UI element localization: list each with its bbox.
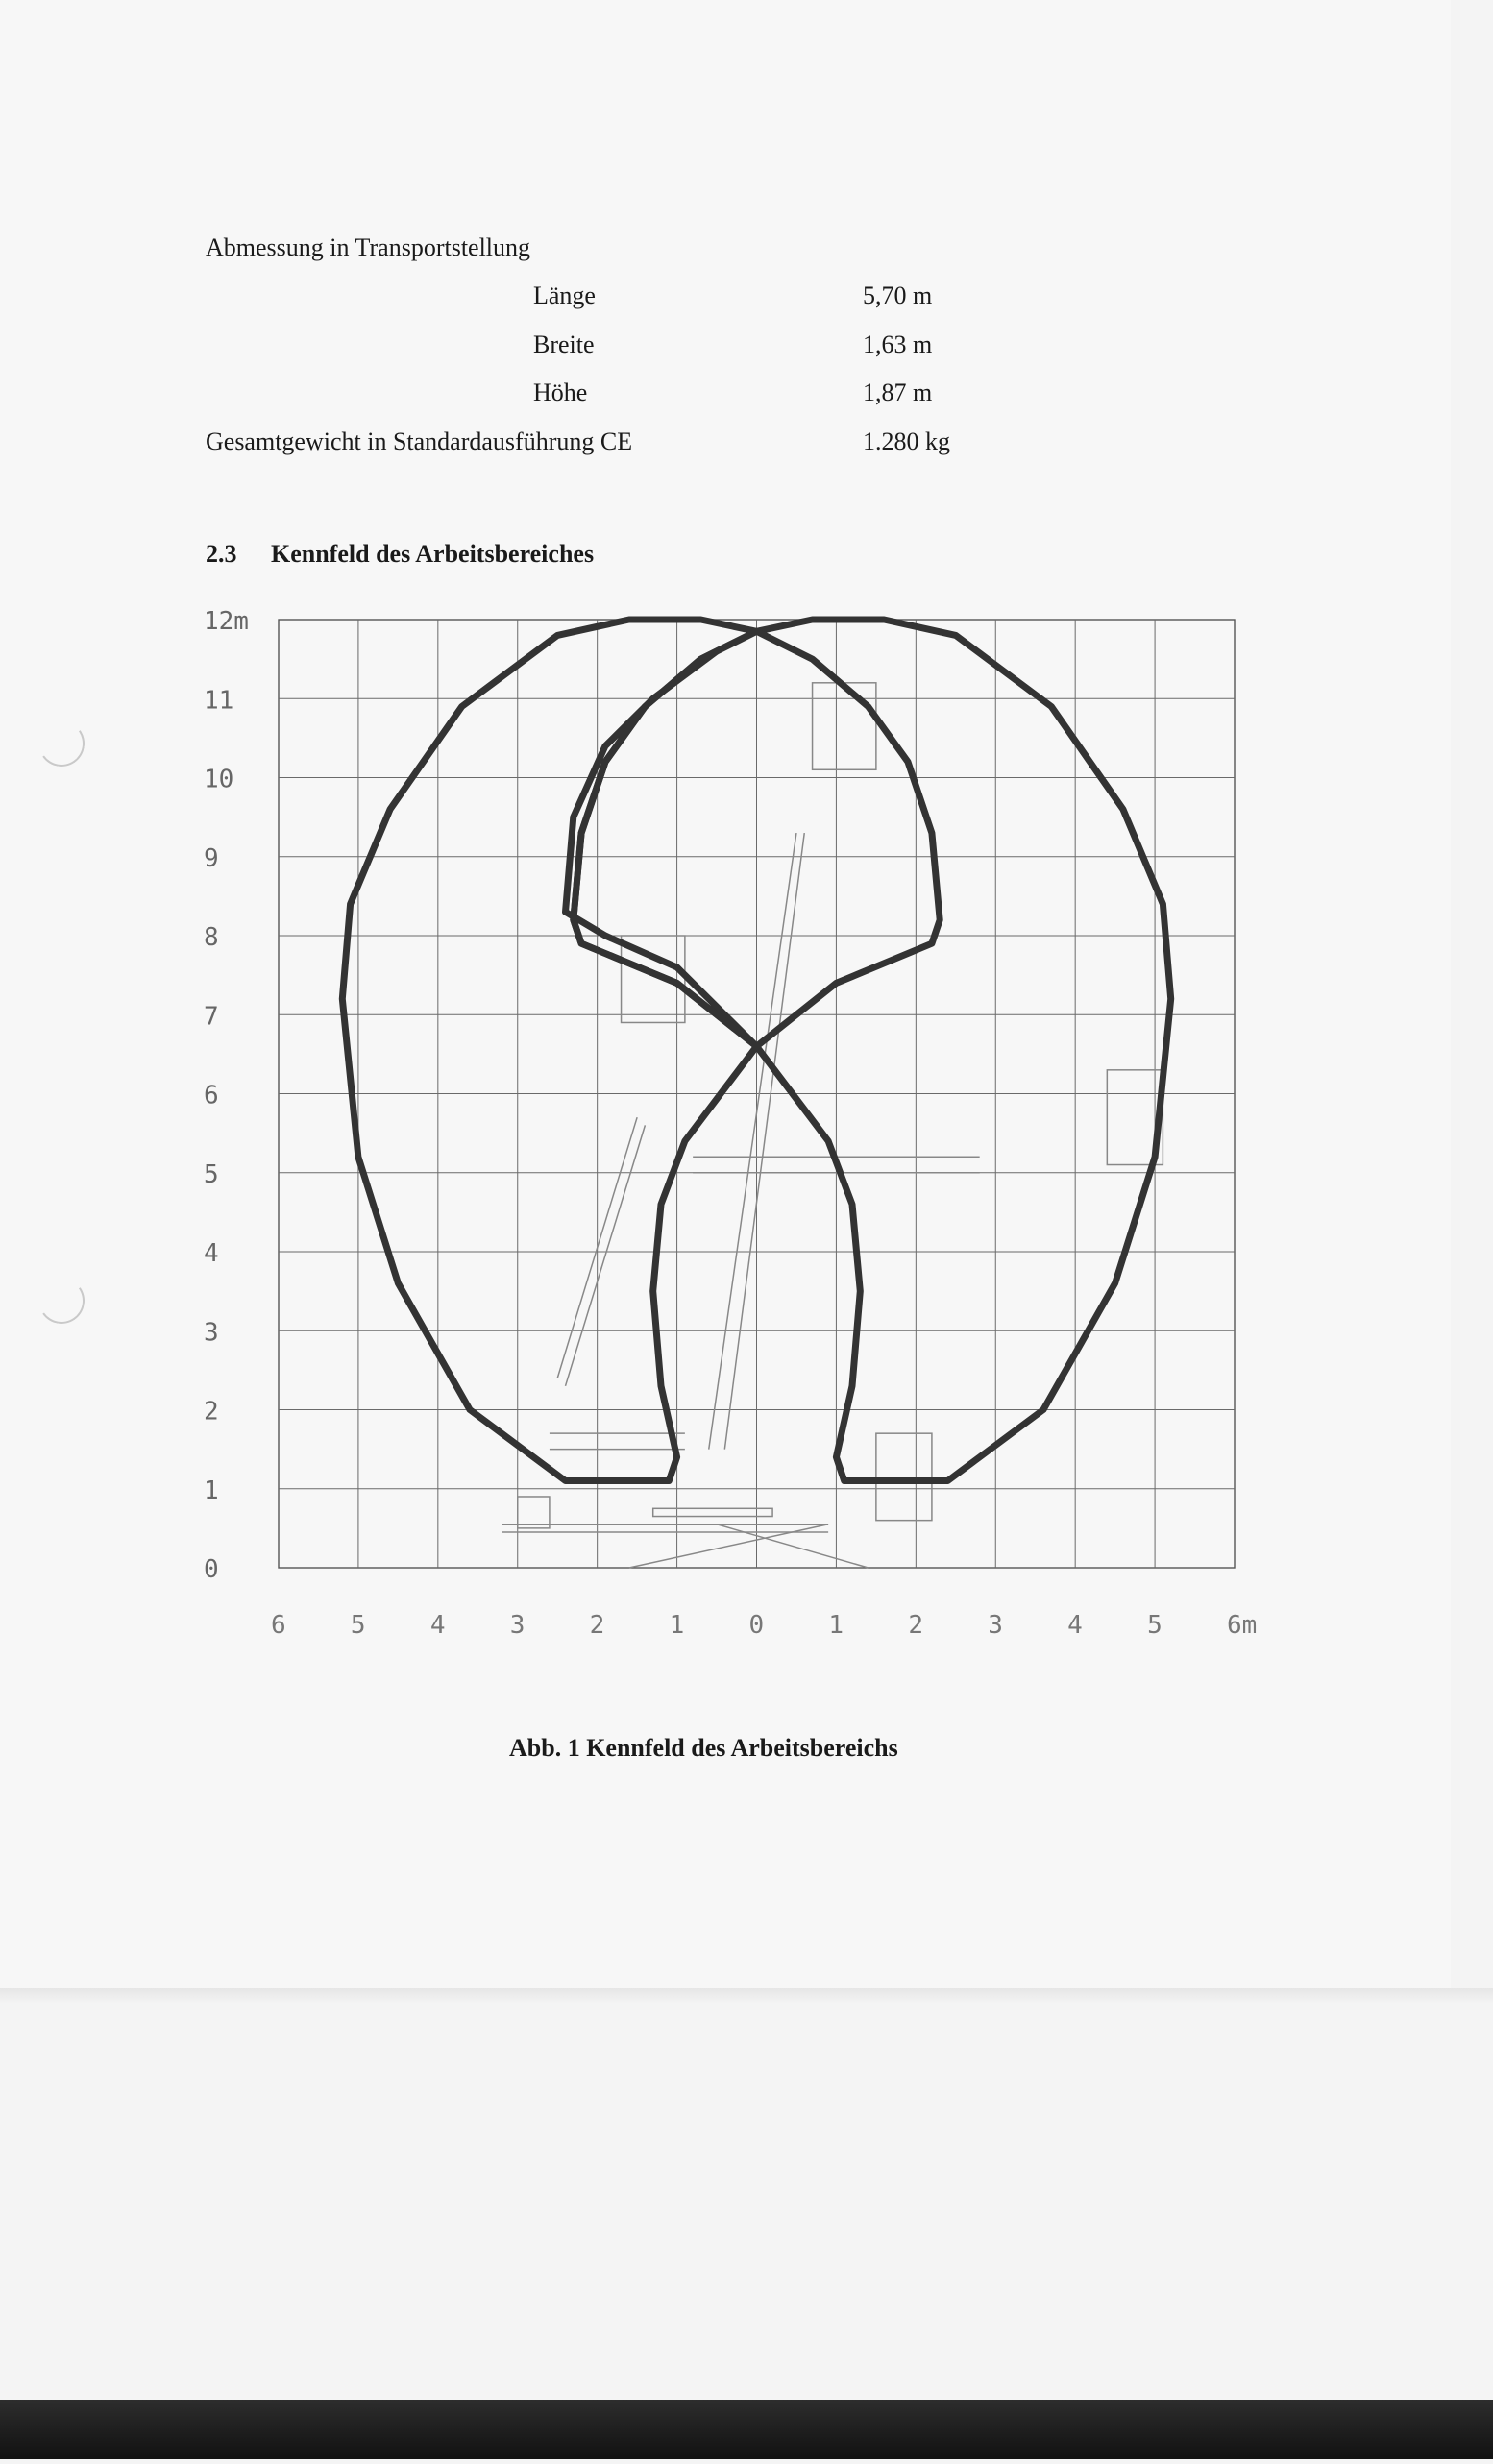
y-tick-label: 10 (204, 765, 234, 794)
y-tick-label: 4 (204, 1239, 219, 1268)
figure-caption: Abb. 1 Kennfeld des Arbeitsbereichs (509, 1734, 898, 1762)
dim-label-width: Breite (533, 330, 595, 358)
y-tick-label: 12m (204, 607, 249, 636)
y-tick-label: 7 (204, 1002, 219, 1032)
dim-value-height: 1,87 m (863, 378, 933, 406)
y-tick-label: 0 (204, 1555, 219, 1584)
x-tick-label: 3 (988, 1611, 1003, 1640)
x-tick-label: 4 (429, 1611, 446, 1640)
dim-value-length: 5,70 m (863, 281, 933, 309)
page-edge-shadow (0, 1988, 1493, 2004)
scanner-bottom-strip (0, 2400, 1493, 2459)
section-title: Kennfeld des Arbeitsbereiches (271, 540, 595, 568)
x-tick-label: 0 (748, 1611, 765, 1640)
y-tick-label: 9 (204, 843, 219, 873)
y-tick-label: 5 (204, 1159, 219, 1189)
x-tick-label: 6 (271, 1611, 286, 1640)
x-tick-label: 6m (1227, 1611, 1258, 1640)
x-tick-label: 3 (509, 1611, 526, 1640)
x-tick-label: 1 (669, 1611, 685, 1640)
x-tick-label: 5 (1147, 1611, 1163, 1640)
dim-value-width: 1,63 m (863, 330, 933, 358)
y-tick-label: 1 (204, 1476, 219, 1505)
dim-label-length: Länge (533, 281, 596, 309)
x-tick-label: 4 (1067, 1611, 1083, 1640)
y-tick-label: 2 (204, 1397, 219, 1427)
weight-value: 1.280 kg (863, 427, 950, 455)
dim-label-height: Höhe (533, 378, 588, 406)
section-number: 2.3 (206, 540, 237, 568)
y-tick-label: 8 (204, 923, 219, 952)
y-tick-label: 11 (204, 686, 234, 716)
x-tick-label: 2 (589, 1611, 605, 1640)
dimensions-heading: Abmessung in Transportstellung (206, 233, 531, 261)
y-tick-label: 6 (204, 1081, 219, 1110)
y-tick-label: 3 (204, 1318, 219, 1348)
x-tick-label: 2 (908, 1611, 923, 1640)
x-tick-label: 5 (350, 1611, 366, 1640)
x-tick-label: 1 (828, 1611, 844, 1640)
weight-label: Gesamtgewicht in Standardausführung CE (206, 427, 633, 455)
